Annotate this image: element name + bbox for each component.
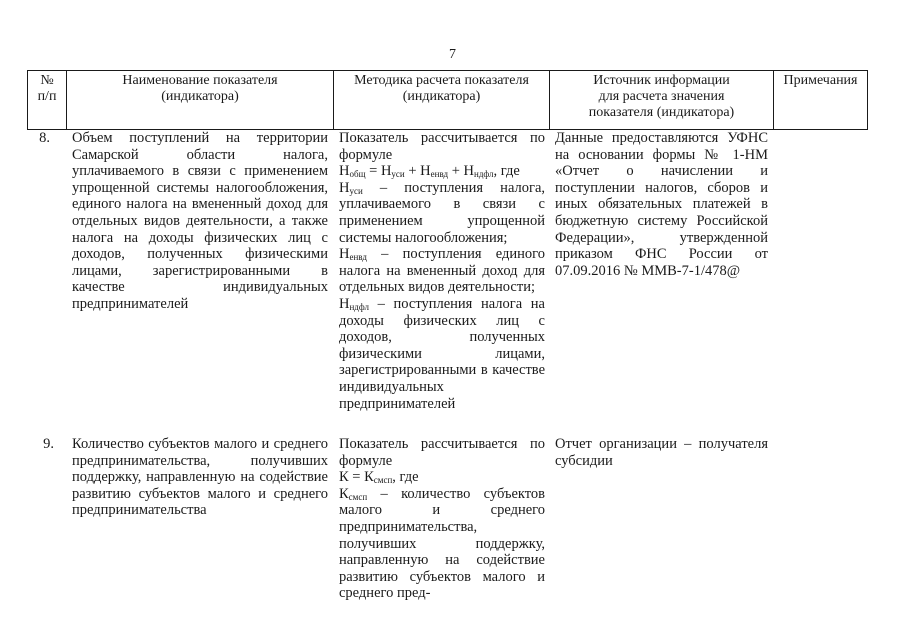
indicator-name: Количество субъектов малого и среднего предпринимательства, получивших поддержку, направленную на содействие развитию субъектов малого и среднего предпринимательства bbox=[72, 436, 328, 519]
definition: $Н_{уси}$ – поступления налога, уплачиваемого в связи с применением упрощенной системы налогообложения; bbox=[339, 179, 545, 246]
header-divider bbox=[867, 70, 868, 130]
definition: $Н_{ндфл}$ – поступления налога на доходы физических лиц с доходов, полученных физическими лицами, зарегистрированными в качестве индивидуальных предпринимателей bbox=[339, 295, 545, 412]
header-num: № п/п bbox=[37, 73, 57, 104]
header-method: Методика расчета показателя (индикатора) bbox=[354, 73, 529, 104]
page-number: 7 bbox=[449, 47, 456, 62]
formula: $К = К_{смсп}$, где bbox=[339, 469, 419, 486]
header-name: Наименование показателя (индикатора) bbox=[122, 73, 278, 104]
header-source: Источник информации для расчета значения показателя (индикатора) bbox=[588, 73, 735, 120]
definition: $Н_{енвд}$ – поступления единого налога на вмененный доход для отдельных видов деятельности; bbox=[339, 246, 545, 296]
row-number: 9. bbox=[43, 436, 54, 452]
definition: $К_{смсп}$ – количество субъектов малого и среднего предпринимательства, получивших поддержку, направленную на содействие развитию субъектов малого и среднего пред- bbox=[339, 485, 545, 602]
calculation-method: Показатель рассчитывается по формуле $Н_{общ} = Н_{уси} + Н_{енвд} + Н_{ндфл}$, где $Н_{уси}$ – поступления налога, уплачиваемого в связи с применением упрощенной системы налогообложения; $Н_{енвд}$ – поступления единого налога на вмененный доход для отдельных видов деятельности; $Н_{ндфл}$ – поступления налога на доходы физических лиц с доходов, полученных физическими лицами, зарегистрированными в качестве индивидуальных предпринимателей bbox=[339, 130, 545, 412]
formula: $Н_{общ} = Н_{уси} + Н_{енвд} + Н_{ндфл}$, где bbox=[339, 163, 520, 180]
indicator-name: Объем поступлений на территории Самарской области налога, уплачиваемого в связи с применением упрощенной системы налогообложения, единого налога на вмененный доход для отдельных видов деятельности, а также налога на доходы физических лиц с доходов, полученных физическими лицами, зарегистрированными в качестве индивидуальных предпринимателей bbox=[72, 130, 328, 312]
calculation-method: Показатель рассчитывается по формуле $К = К_{смсп}$, где $К_{смсп}$ – количество субъектов малого и среднего предпринимательства, получивших поддержку, направленную на содействие развитию субъектов малого и среднего пред- bbox=[339, 436, 545, 602]
header-top-border bbox=[27, 70, 868, 71]
row-number: 8. bbox=[39, 130, 50, 146]
information-source: Данные предоставляются УФНС на основании формы № 1-НМ «Отчет о начислении и поступлении налогов, сборов и иных обязательных платежей в бюджетную систему Российской Федерации», утвержденной приказом ФНС России от 07.09.2016 № ММВ-7-1/478@ bbox=[555, 130, 768, 279]
header-notes: Примечания bbox=[783, 73, 858, 88]
information-source: Отчет организации – получателя субсидии bbox=[555, 436, 768, 469]
